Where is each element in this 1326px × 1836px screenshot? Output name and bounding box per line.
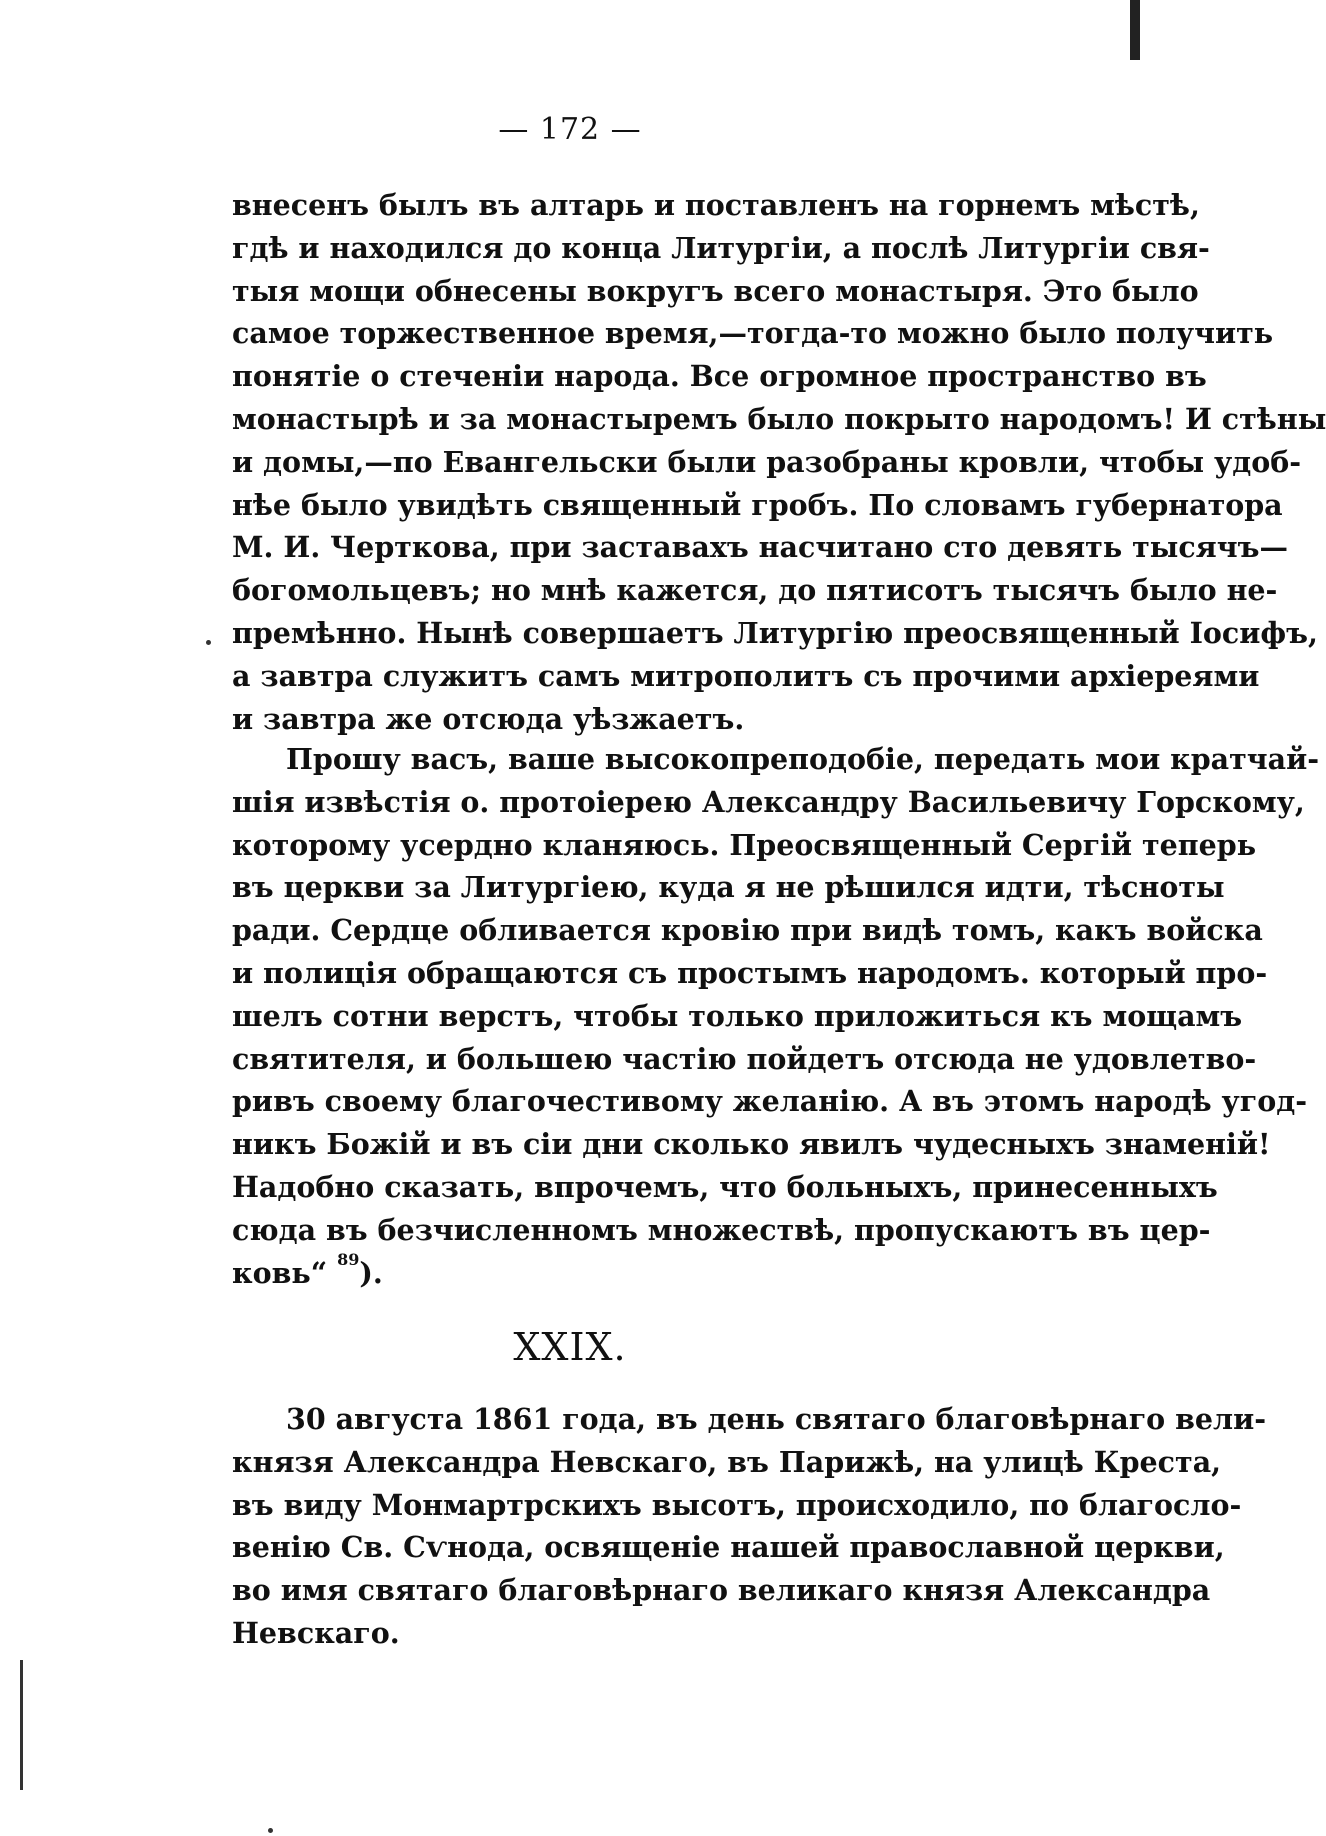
text-line: шiя извѣстiя о. протоiерею Александру Васильевичу Горскому, — [232, 784, 1305, 819]
scan-edge-mark — [20, 1660, 23, 1790]
text-line: и домы,—по Евангельски были разобраны кровли, чтобы удоб- — [232, 444, 1302, 479]
text-line: Прошу васъ, ваше высокопреподобiе, передать мои кратчай- — [286, 742, 1320, 776]
text-line: князя Александра Невскаго, въ Парижѣ, на улицѣ Креста, — [232, 1444, 1222, 1479]
footnote-marker: 89 — [337, 1249, 360, 1269]
text-line: никъ Божiй и въ сiи дни сколько явилъ чудесныхъ знаменiй! — [232, 1127, 1271, 1162]
paragraph-continued — [232, 184, 1326, 740]
text-line: понятiе о стеченiи народа. Все огромное пространство въ — [232, 359, 1207, 394]
text-line: М. И. Черткова, при заставахъ насчитано сто девять тысячъ— — [232, 530, 1288, 565]
text-line: премѣнно. Нынѣ совершаетъ Литургiю преосвященный Iосифъ, — [232, 615, 1318, 650]
text-line: внесенъ былъ въ алтарь и поставленъ на горнемъ мѣстѣ, — [232, 188, 1200, 222]
text-line: и полицiя обращаются съ простымъ народомъ. который про- — [232, 955, 1268, 990]
scan-edge-mark — [1130, 0, 1140, 60]
text-line: венiю Св. Сѵнода, освященiе нашей православной церкви, — [232, 1530, 1225, 1565]
text-line: шелъ сотни верстъ, чтобы только приложиться къ мощамъ — [232, 998, 1243, 1033]
paragraph-section-xxix — [232, 1398, 1267, 1655]
scan-speck — [268, 1828, 273, 1833]
scan-speck — [206, 640, 211, 645]
text-line: самое торжественное время,—тогда-то можно было получить — [232, 316, 1274, 351]
text-line: въ церкви за Литургiею, куда я не рѣшился идти, тѣсноты — [232, 870, 1225, 905]
text-line: богомольцевъ; но мнѣ кажется, до пятисотъ тысячъ было не- — [232, 573, 1278, 608]
text-line: 30 августа 1861 года, въ день святаго благовѣрнаго вели- — [286, 1402, 1267, 1436]
text-line: сюда въ безчисленномъ множествѣ, пропускаютъ въ цер- — [232, 1212, 1211, 1247]
text-line: Невскаго. — [232, 1615, 400, 1650]
paragraph-request — [232, 738, 1320, 1294]
section-heading: XXIX. — [513, 1325, 627, 1369]
text-line: гдѣ и находился до конца Литургiи, а послѣ Литургiи свя- — [232, 230, 1210, 265]
text-line: и завтра же отсюда уѣзжаетъ. — [232, 701, 745, 736]
text-line: монастырѣ и за монастыремъ было покрыто народомъ! И стѣны — [232, 401, 1326, 436]
text-line: которому усердно кланяюсь. Преосвященный Сергiй теперь — [232, 827, 1257, 862]
text-line: Надобно сказать, впрочемъ, что больныхъ, принесенныхъ — [232, 1169, 1218, 1204]
text-line: тыя мощи обнесены вокругъ всего монастыря. Это было — [232, 273, 1199, 308]
text-line: нѣе было увидѣть священный гробъ. По словамъ губернатора — [232, 487, 1283, 522]
page-number: — 172 — — [498, 112, 642, 147]
text-line: а завтра служитъ самъ митрополитъ съ прочими архiереями — [232, 658, 1260, 693]
text-line — [232, 1249, 1090, 1295]
text-line: ривъ своему благочестивому желанiю. А въ этомъ народѣ угод- — [232, 1084, 1308, 1119]
text-line: во имя святаго благовѣрнаго великаго князя Александра — [232, 1573, 1211, 1608]
text-fragment: ковь“ — [232, 1255, 338, 1290]
text-line: ради. Сердце обливается кровiю при видѣ томъ, какъ войска — [232, 913, 1263, 948]
text-line: святителя, и большею частiю пойдетъ отсюда не удовлетво- — [232, 1041, 1257, 1076]
text-fragment: ). — [359, 1255, 383, 1290]
text-line: въ виду Монмартрскихъ высотъ, происходило, по благосло- — [232, 1487, 1242, 1522]
